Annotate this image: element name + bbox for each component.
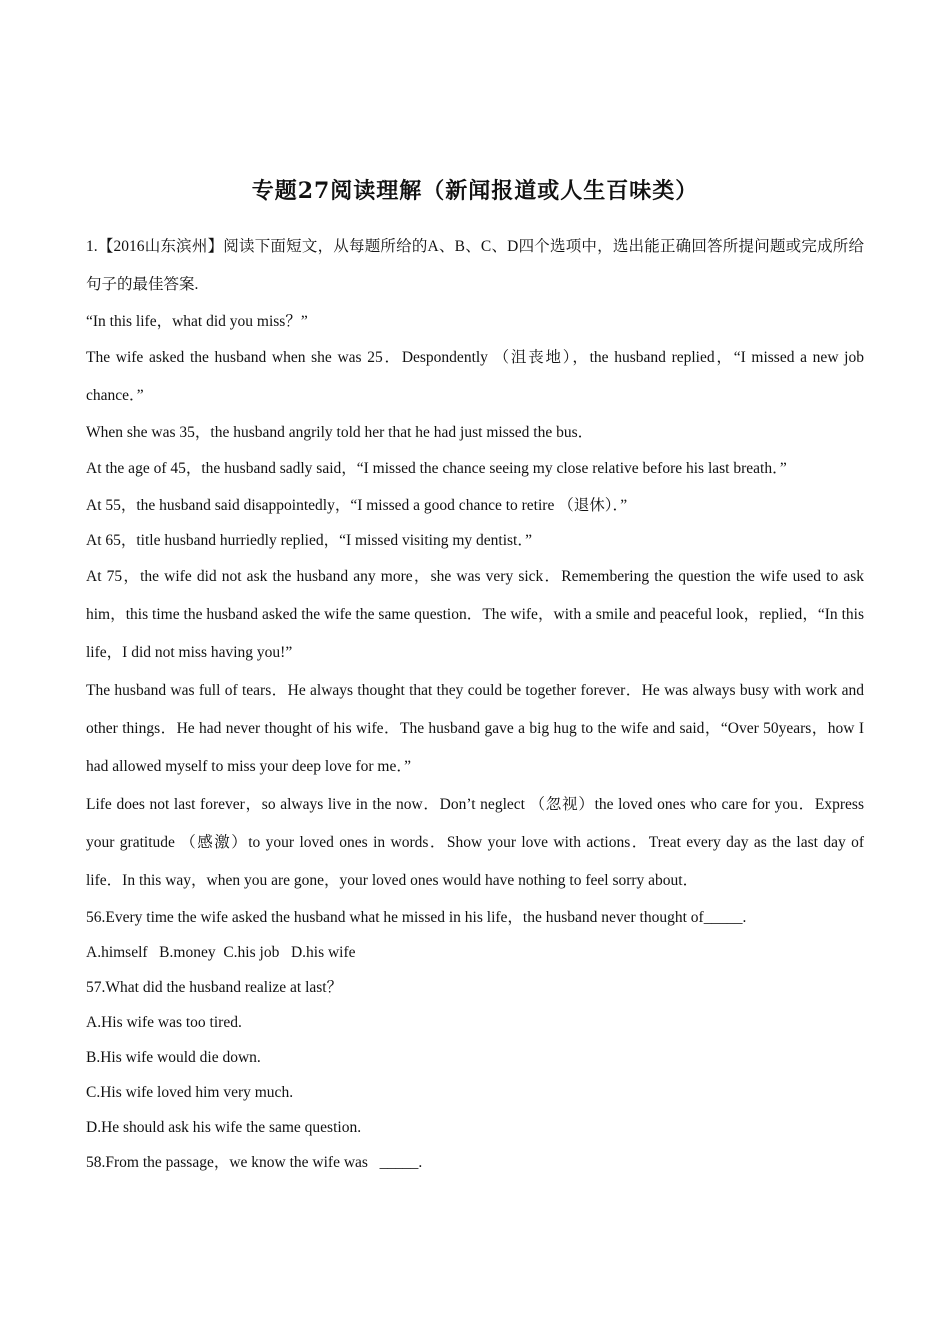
instruction-paragraph: 1.【2016山东滨州】阅读下面短文，从每题所给的A、B、C、D四个选项中，选出能正确回答所提问题或完成所给句子的最佳答案.: [86, 238, 864, 293]
question-57-stem: 57.What did the husband realize at last？: [86, 979, 343, 996]
passage-paragraph: At 65，title husband hurriedly replied，“I missed visiting my dentist．”: [86, 532, 532, 549]
passage-paragraph: Life does not last forever，so always live in the now．Don’t neglect （忽视）the loved ones who care for you．Express your gratitude （感激）to your loved ones in words．Show your love with actions．Treat every day as the last day of life．In this way，when you are gone，your loved ones would have nothing to feel sorry about．: [86, 796, 864, 889]
question-56-options: A.himself B.money C.his job D.his wife: [86, 944, 356, 961]
question-57-option-b: B.His wife would die down.: [86, 1049, 261, 1066]
question-58-stem: 58.From the passage，we know the wife was _____.: [86, 1154, 423, 1171]
document-body: [86, 228, 864, 1180]
question-57-option-c: C.His wife loved him very much.: [86, 1084, 294, 1101]
question-57-option-a: A.His wife was too tired.: [86, 1014, 242, 1031]
passage-paragraph: “In this life，what did you miss？”: [86, 313, 308, 330]
passage-paragraph: At 55，the husband said disappointedly，“I missed a good chance to retire （退休）．”: [86, 497, 628, 514]
passage-paragraph: The wife asked the husband when she was 25．Despondently （沮丧地），the husband replied，“I missed a new job chance．”: [86, 349, 864, 404]
question-56-stem: 56.Every time the wife asked the husband what he missed in his life，the husband never thought of_____.: [86, 909, 747, 926]
passage-paragraph: At 75，the wife did not ask the husband any more，she was very sick．Remembering the question the wife used to ask him，this time the husband asked the wife the same question．The wife，with a smile and peaceful look，replied，“In this life，I did not miss having you!”: [86, 568, 864, 661]
page-title: 专题27阅读理解（新闻报道或人生百味类）: [251, 178, 699, 204]
passage-paragraph: At the age of 45，the husband sadly said，“I missed the chance seeing my close relative before his last breath．”: [86, 460, 787, 477]
passage-paragraph: When she was 35，the husband angrily told her that he had just missed the bus．: [86, 424, 594, 441]
question-57-option-d: D.He should ask his wife the same question.: [86, 1119, 362, 1136]
passage-paragraph: The husband was full of tears．He always thought that they could be together forever．He was always busy with work and other things．He had never thought of his wife．The husband gave a big hug to the wife and said，“Over 50years，how I had allowed myself to miss your deep love for me．”: [86, 682, 864, 775]
